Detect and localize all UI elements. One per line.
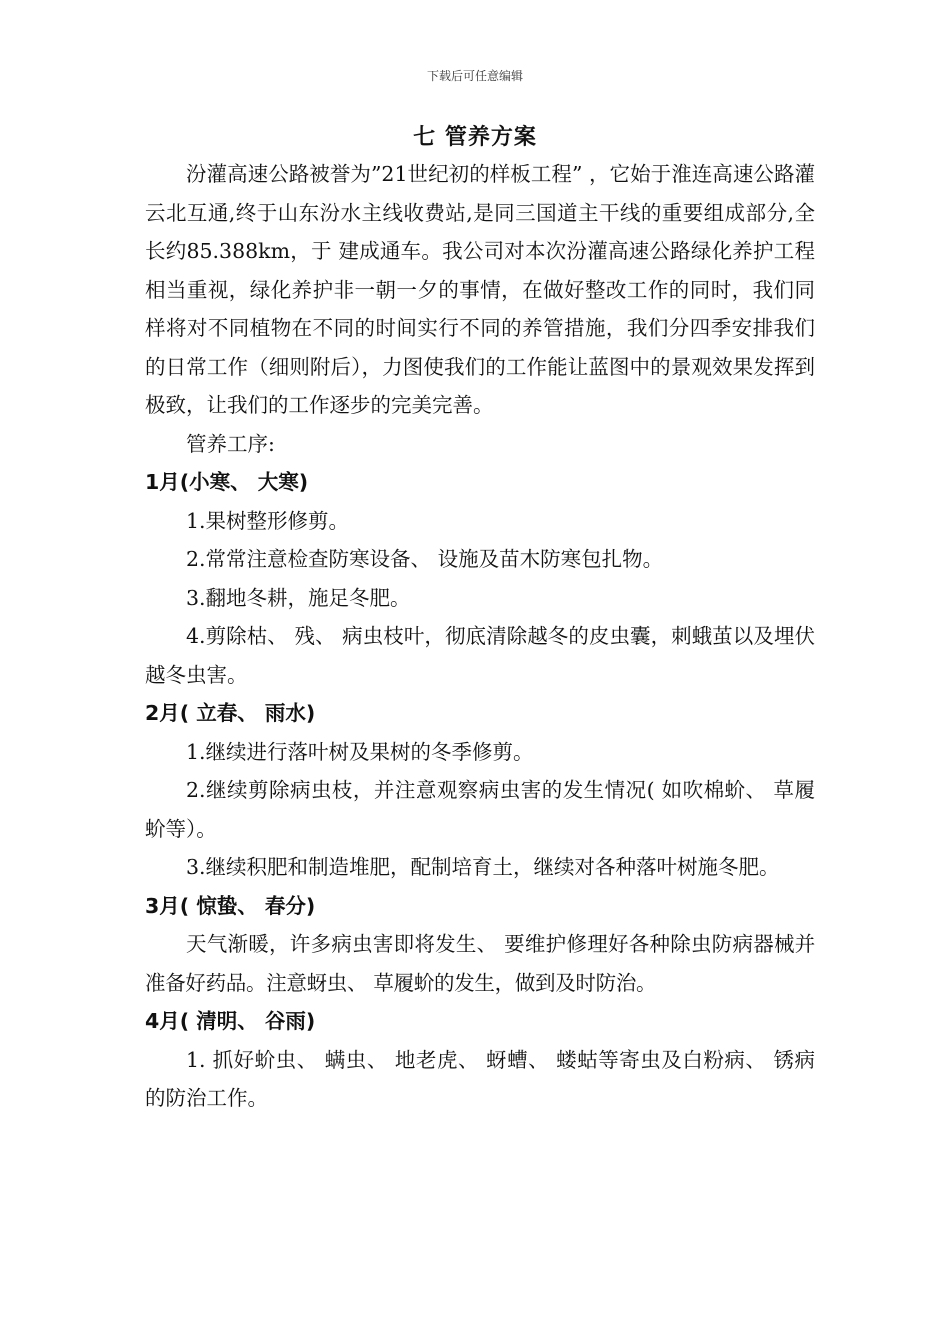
- list-item: 2.继续剪除病虫枝，并注意观察病虫害的发生情况( 如吹棉蚧、 草履蚧等）。: [145, 778, 815, 841]
- list-item: 4.剪除枯、 残、 病虫枝叶，彻底清除越冬的皮虫囊，刺蛾茧以及埋伏越冬虫害。: [145, 624, 815, 687]
- header-note: 下载后可任意编辑: [426, 69, 523, 83]
- intro-paragraph: 汾灌高速公路被誉为”21世纪初的样板工程” ，它始于淮连高速公路灌云北互通,终于山东汾水主线收费站,是同三国道主干线的重要组成部分,全长约85.388km，于 建成通车。我公司对本次汾灌高速公路绿化养护工程相当重视，绿化养护非一朝一夕的事情，在做好整改工作的同时，我们同样将对不同植物在不同的时间实行不同的养管措施，我们分四季安排我们的日常工作（细则附后），力图使我们的工作能让蓝图中的景观效果发挥到极致，让我们的工作逐步的完美完善。: [145, 162, 815, 417]
- document-body: [145, 155, 815, 1118]
- page-title: 七 管养方案: [413, 125, 537, 150]
- list-item: 1.继续进行落叶树及果树的冬季修剪。: [186, 739, 534, 764]
- list-item: 3.翻地冬耕，施足冬肥。: [186, 585, 411, 610]
- list-item: 天气渐暖，许多病虫害即将发生、 要维护修理好各种除虫防病器械并准备好药品。注意蚜虫、 草履蚧的发生，做到及时防治。: [145, 932, 815, 995]
- procedure-label: 管养工序:: [186, 431, 275, 456]
- list-item: 3.继续积肥和制造堆肥，配制培育土，继续对各种落叶树施冬肥。: [186, 855, 780, 879]
- list-item: 1. 抓好蚧虫、 螨虫、 地老虎、 蚜螬、 蝼蛄等寄虫及白粉病、 锈病的防治工作。: [145, 1047, 815, 1110]
- section-heading-february: 2月( 立春、 雨水): [145, 701, 316, 725]
- section-heading-march: 3月( 惊蛰、 春分): [145, 893, 316, 918]
- list-item: 1.果树整形修剪。: [186, 508, 350, 533]
- section-heading-january: 1月(小寒、 大寒): [145, 470, 309, 494]
- list-item: 2.常常注意检查防寒设备、 设施及苗木防寒包扎物。: [186, 547, 664, 571]
- section-heading-april: 4月( 清明、 谷雨): [145, 1009, 316, 1033]
